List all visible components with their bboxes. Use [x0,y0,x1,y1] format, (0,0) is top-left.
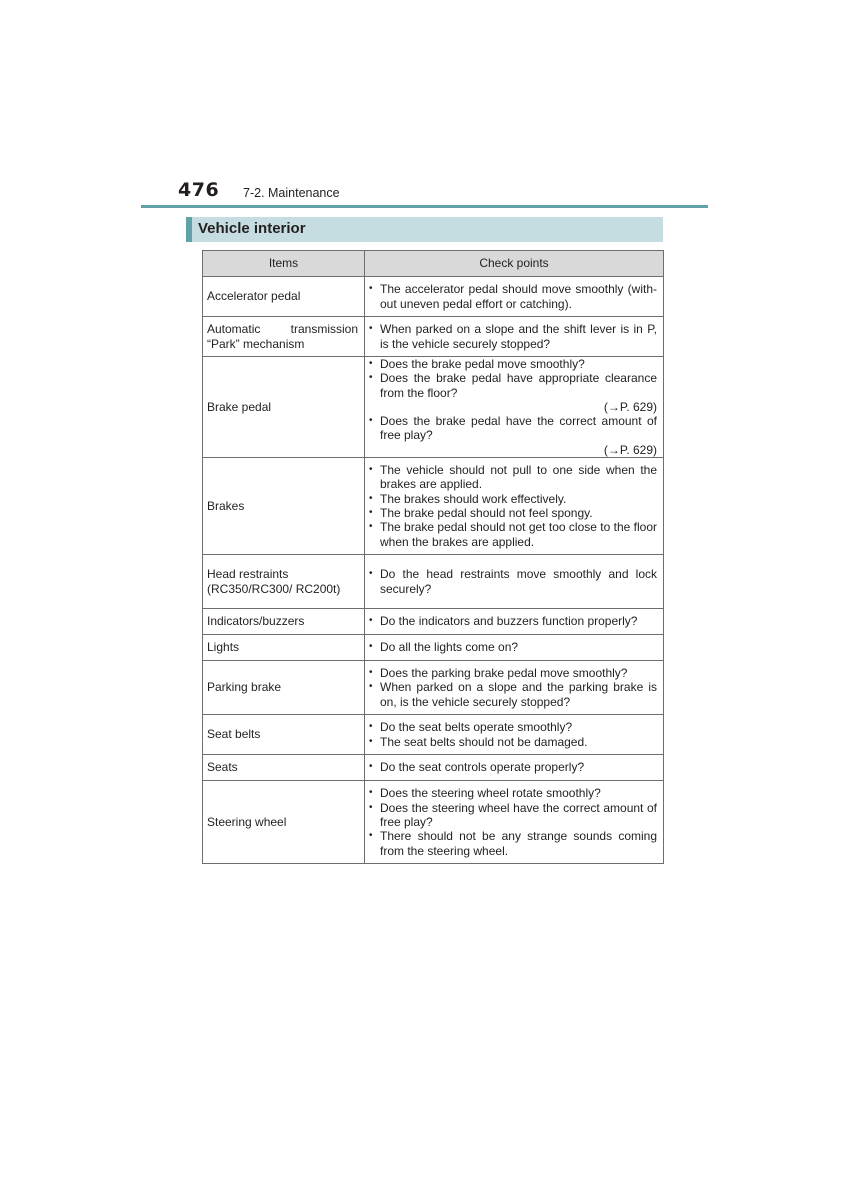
item-cell: Seat belts [203,715,365,755]
check-point: • Does the brake pedal move smoothly? [369,357,657,371]
check-point: • Do the seat belts operate smoothly? [369,720,657,734]
check-points-cell [365,555,664,609]
check-point: • The brakes should work effectively. [369,492,657,506]
table-row [203,458,664,555]
check-points-cell [365,317,664,357]
item-label-line: “Park” mechanism [207,336,305,351]
check-points-cell [365,277,664,317]
table-row [203,755,664,781]
check-point: • Do the head restraints move smoothly and lock securely? [369,567,657,596]
check-point: • When parked on a slope and the shift lever is in P, is the vehicle securely stopped? [369,322,657,351]
check-point-text: Does the brake pedal have appropriate clearance from the floor? [380,371,657,400]
section-title: Vehicle interior [198,220,306,237]
check-point: • The accelerator pedal should move smoothly (with-out uneven pedal effort or catching). [369,282,657,311]
check-point: • The vehicle should not pull to one side when the brakes are applied. [369,463,657,492]
check-point: • The brake pedal should not feel spongy. [369,506,657,520]
item-cell: Accelerator pedal [203,277,365,317]
item-cell: Parking brake [203,661,365,715]
check-point [369,371,657,414]
check-points-cell [365,635,664,661]
item-label-line: Automatic transmission [207,322,358,337]
inspection-table [202,250,664,864]
check-point: • Do the indicators and buzzers function properly? [369,614,657,628]
section-title-bar [186,217,663,242]
page-number: 476 [178,179,220,201]
check-points-cell [365,755,664,781]
column-header-items: Items [203,251,365,277]
page-reference: (→P. 629) [603,442,657,457]
table-row [203,357,664,458]
check-point: • There should not be any strange sounds coming from the steering wheel. [369,829,657,858]
table-row [203,661,664,715]
table-row [203,635,664,661]
check-point-text: Does the brake pedal have the correct amount of free play? [380,414,657,443]
item-cell: Indicators/buzzers [203,609,365,635]
check-point: • Do the seat controls operate properly? [369,760,657,774]
check-point: • Does the parking brake pedal move smoothly? [369,666,657,680]
section-label: 7-2. Maintenance [243,186,340,200]
header-rule [141,205,708,208]
check-points-cell [365,781,664,864]
column-header-check-points: Check points [365,251,664,277]
table-row [203,715,664,755]
table-row [203,781,664,864]
item-cell: Steering wheel [203,781,365,864]
table-row [203,317,664,357]
table-row [203,609,664,635]
item-cell: Lights [203,635,365,661]
check-points-cell [365,661,664,715]
check-points-cell [365,357,664,458]
check-point: • Do all the lights come on? [369,640,657,654]
check-point: • The seat belts should not be damaged. [369,735,657,749]
check-point [369,414,657,457]
check-point: • Does the steering wheel rotate smoothly? [369,786,657,800]
item-cell: Brake pedal [203,357,365,458]
page-reference: (→P. 629) [603,399,657,414]
check-point: • When parked on a slope and the parking brake is on, is the vehicle securely stopped? [369,680,657,709]
table-header-row [203,251,664,277]
item-cell: Head restraints (RC350/RC300/ RC200t) [203,555,365,609]
item-cell: Seats [203,755,365,781]
table-row [203,555,664,609]
check-point: • The brake pedal should not get too close to the floor when the brakes are applied. [369,520,657,549]
item-cell: Brakes [203,458,365,555]
check-points-cell [365,715,664,755]
table-row [203,277,664,317]
check-points-cell [365,458,664,555]
check-points-cell [365,609,664,635]
item-cell [203,317,365,357]
check-point: • Does the steering wheel have the correct amount of free play? [369,801,657,830]
